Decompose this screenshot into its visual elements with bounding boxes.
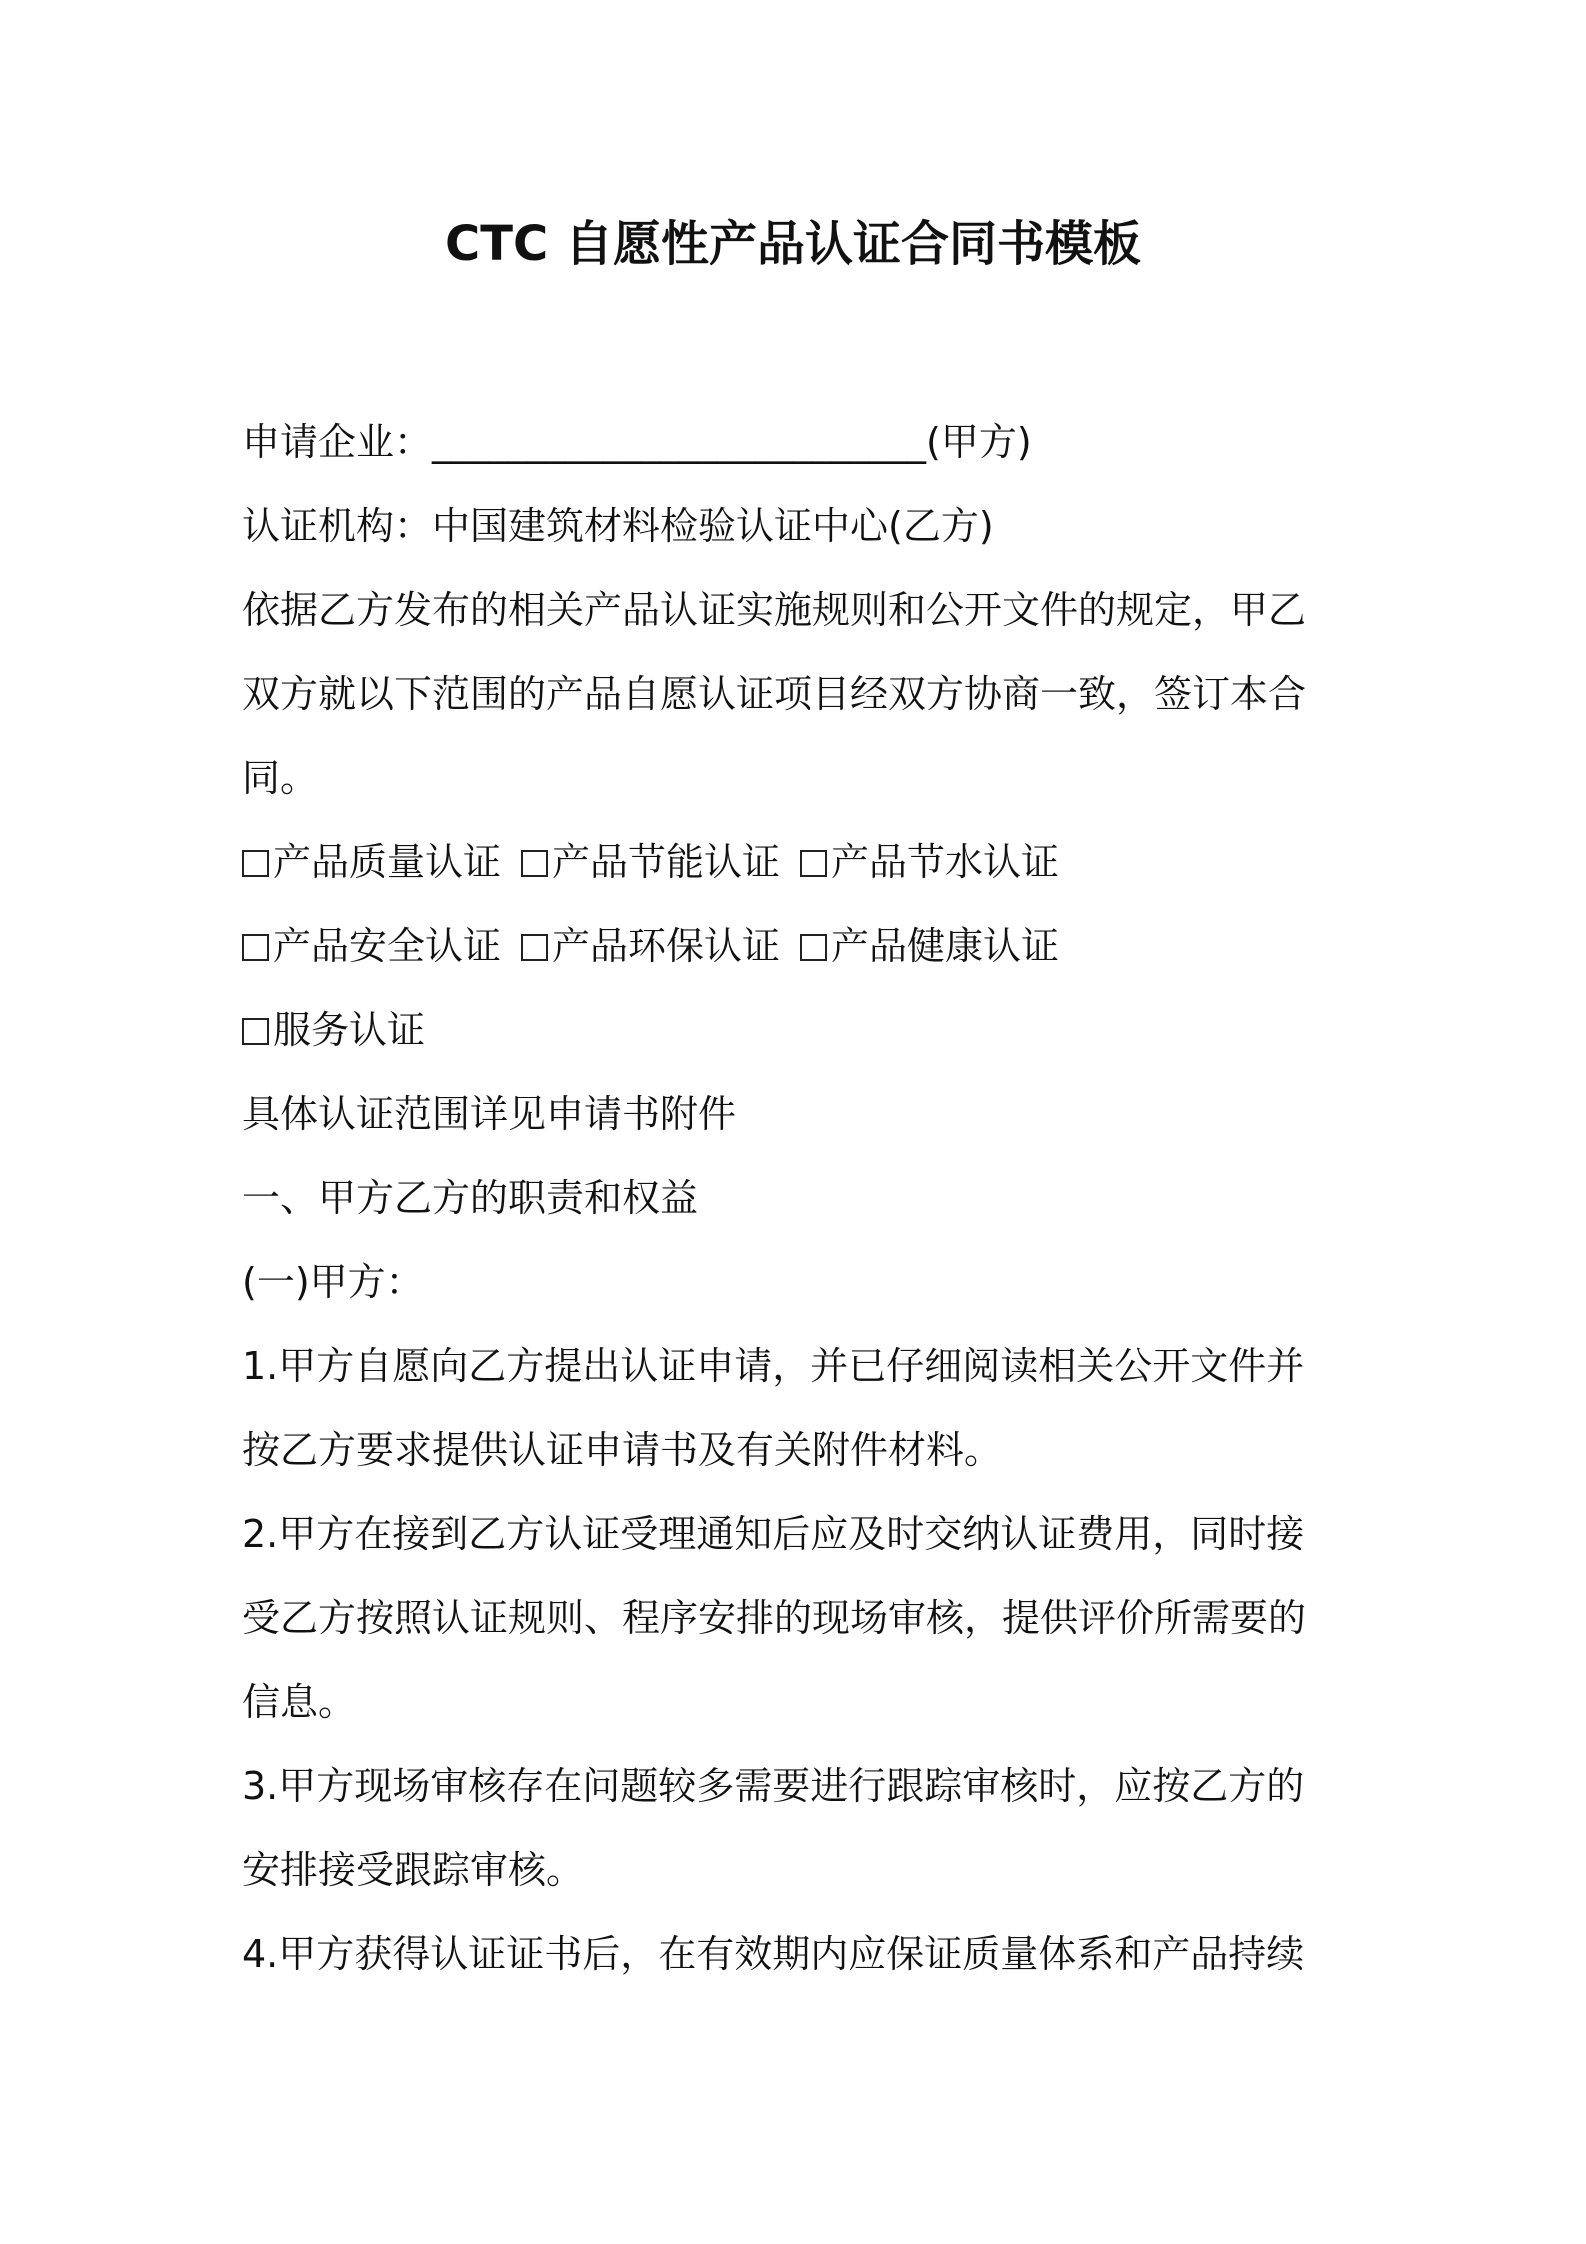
paragraph-line: 受乙方按照认证规则、程序安排的现场审核，提供评价所需要的: [242, 1596, 1307, 1640]
paragraph-line: 2.甲方在接到乙方认证受理通知后应及时交纳认证费用，同时接: [242, 1512, 1305, 1556]
document-title: CTC 自愿性产品认证合同书模板: [445, 216, 1141, 272]
checkbox-row: [242, 820, 1352, 904]
paragraph-line: 依据乙方发布的相关产品认证实施规则和公开文件的规定，甲乙: [242, 588, 1307, 632]
checkbox-icon[interactable]: [800, 850, 827, 877]
paragraph-line: 3.甲方现场审核存在问题较多需要进行跟踪审核时，应按乙方的: [242, 1764, 1305, 1808]
paragraph-line: 同。: [242, 756, 319, 800]
paragraph-line: 按乙方要求提供认证申请书及有关附件材料。: [242, 1428, 1003, 1472]
paragraph-line: 4.甲方获得认证证书后，在有效期内应保证质量体系和产品持续: [242, 1932, 1305, 1976]
checkbox-label: 产品安全认证: [273, 924, 502, 968]
checkbox-icon[interactable]: [521, 934, 548, 961]
checkbox-icon[interactable]: [800, 934, 827, 961]
checkbox-row: [242, 904, 1352, 988]
checkbox-option[interactable]: [242, 820, 501, 904]
section-heading: 一、甲方乙方的职责和权益: [242, 1176, 699, 1220]
subsection-heading: (一)甲方：: [242, 1260, 424, 1304]
applicant-line: 申请企业：__________________________(甲方): [242, 420, 1032, 464]
paragraph-line: 1.甲方自愿向乙方提出认证申请，并已仔细阅读相关公开文件并: [242, 1344, 1305, 1388]
checkbox-icon[interactable]: [242, 850, 269, 877]
checkbox-label: 服务认证: [273, 1008, 426, 1052]
checkbox-label: 产品节水认证: [831, 840, 1060, 884]
paragraph-line: 双方就以下范围的产品自愿认证项目经双方协商一致，签订本合: [242, 672, 1307, 716]
scope-note: 具体认证范围详见申请书附件: [242, 1092, 737, 1136]
checkbox-option[interactable]: [242, 988, 425, 1072]
checkbox-option[interactable]: [800, 820, 1059, 904]
checkbox-option[interactable]: [242, 904, 501, 988]
paragraph-line: 安排接受跟踪审核。: [242, 1848, 585, 1892]
checkbox-label: 产品健康认证: [831, 924, 1060, 968]
checkbox-row: [242, 988, 1352, 1072]
checkbox-option[interactable]: [800, 904, 1059, 988]
checkbox-label: 产品节能认证: [552, 840, 781, 884]
certifier-line: 认证机构：中国建筑材料检验认证中心(乙方): [242, 504, 994, 548]
checkbox-option[interactable]: [521, 904, 780, 988]
checkbox-icon[interactable]: [521, 850, 548, 877]
checkbox-option[interactable]: [521, 820, 780, 904]
checkbox-label: 产品环保认证: [552, 924, 781, 968]
checkbox-icon[interactable]: [242, 1018, 269, 1045]
checkbox-icon[interactable]: [242, 934, 269, 961]
checkbox-label: 产品质量认证: [273, 840, 502, 884]
document-body: [242, 400, 1352, 1996]
paragraph-line: 信息。: [242, 1680, 357, 1724]
